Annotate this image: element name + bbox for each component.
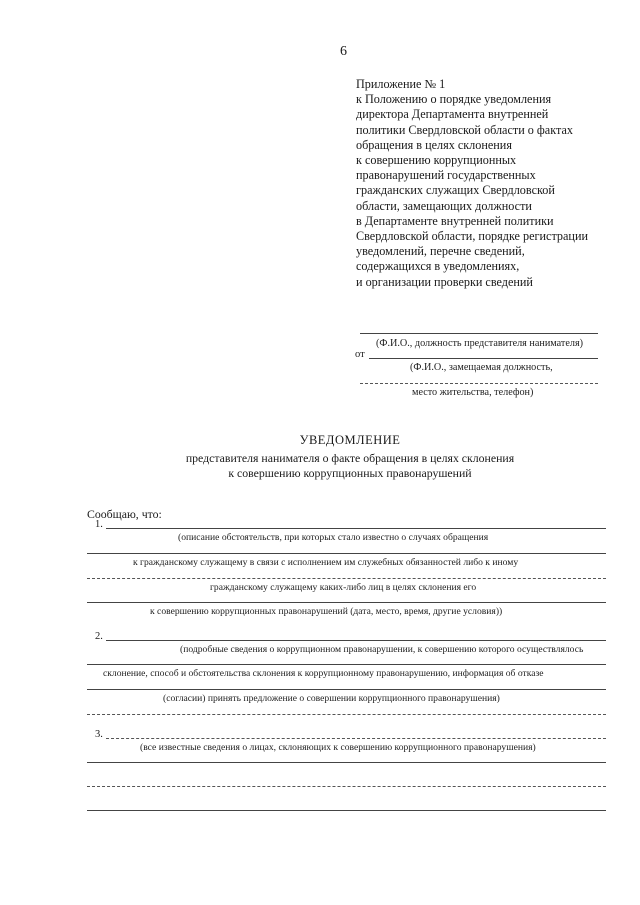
section-1-caption: к гражданскому служащему в связи с исполнением им служебных обязанностей либо к иному [133, 557, 519, 568]
appendix-line: и организации проверки сведений [356, 274, 533, 289]
section-1-caption: гражданскому служащему каких-либо лиц в целях склонения его [210, 582, 477, 593]
employer-caption: (Ф.И.О., должность представителя нанимателя) [376, 338, 584, 349]
appendix-line: обращения в целях склонения [356, 137, 512, 152]
notice-subtitle-line: к совершению коррупционных правонарушений [228, 466, 472, 480]
section-2-caption: склонение, способ и обстоятельства склонения к коррупционному правонарушению, информация об отказе [103, 668, 544, 679]
appendix-line: области, замещающих должности [356, 198, 532, 213]
section-2-field-line[interactable] [87, 714, 606, 715]
appendix-line: политики Свердловской области о фактах [356, 122, 573, 137]
appendix-line: Свердловской области, порядке регистрации [356, 229, 588, 244]
address-field-line[interactable] [360, 383, 598, 384]
appendix-line: к совершению коррупционных [356, 153, 517, 168]
section-3-field-line[interactable] [87, 786, 606, 787]
appendix-line: Приложение № 1 [356, 77, 446, 91]
employee-caption: (Ф.И.О., замещаемая должность, [410, 362, 553, 373]
section-2-field-line[interactable] [87, 689, 606, 690]
section-3-caption: (все известные сведения о лицах, склоняющих к совершению коррупционного правонарушения) [140, 742, 536, 753]
page-number: 6 [340, 44, 347, 59]
section-1-caption: к совершению коррупционных правонарушений (дата, место, время, другие условия)) [150, 606, 503, 617]
section-2-caption: (подробные сведения о коррупционном правонарушении, к совершению которого осуществлялось [180, 644, 584, 655]
appendix-line: правонарушений государственных [356, 168, 536, 183]
notice-subtitle-line: представителя нанимателя о факте обращения в целях склонения [185, 451, 515, 465]
appendix-line: к Положению о порядке уведомления [356, 92, 552, 107]
notice-title: УВЕДОМЛЕНИЕ [299, 433, 401, 447]
appendix-line: в Департаменте внутренней политики [356, 213, 554, 228]
section-number: 2. [95, 631, 103, 642]
section-number: 3. [95, 729, 103, 740]
section-3-field-line[interactable] [87, 762, 606, 763]
address-caption: место жительства, телефон) [412, 387, 534, 398]
intro-text: Сообщаю, что: [87, 507, 162, 521]
employee-field-line[interactable] [369, 358, 598, 359]
section-3-field-line[interactable] [106, 738, 606, 739]
section-1-field-line[interactable] [106, 528, 606, 529]
employer-field-line[interactable] [360, 333, 598, 334]
section-1-field-line[interactable] [87, 578, 606, 579]
section-1-field-line[interactable] [87, 602, 606, 603]
from-prefix: от [355, 349, 365, 360]
section-number: 1. [95, 519, 103, 530]
section-2-field-line[interactable] [87, 664, 606, 665]
section-1-caption: (описание обстоятельств, при которых стало известно о случаях обращения [178, 532, 489, 543]
section-1-field-line[interactable] [87, 553, 606, 554]
appendix-block [356, 77, 626, 290]
appendix-line: уведомлений, перечне сведений, [356, 244, 525, 259]
section-2-field-line[interactable] [106, 640, 606, 641]
appendix-line: содержащихся в уведомлениях, [356, 259, 520, 274]
appendix-line: директора Департамента внутренней [356, 107, 549, 122]
appendix-line: гражданских служащих Свердловской [356, 183, 555, 198]
section-3-field-line[interactable] [87, 810, 606, 811]
section-2-caption: (согласии) принять предложение о совершении коррупционного правонарушения) [163, 693, 500, 704]
